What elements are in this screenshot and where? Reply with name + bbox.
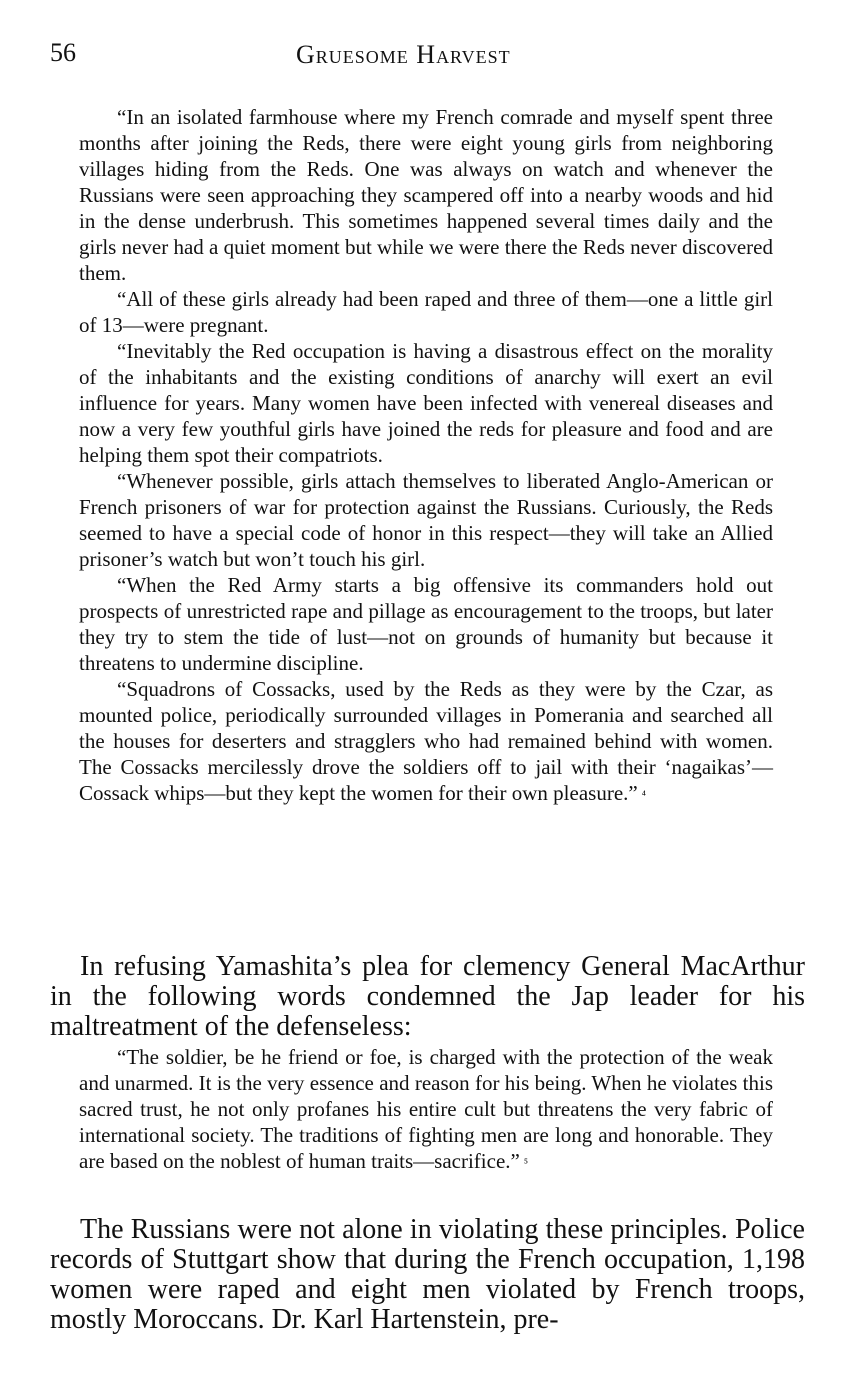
quote-paragraph bbox=[79, 1044, 773, 1176]
note-marker: ⁵ bbox=[523, 1156, 529, 1171]
quote-paragraph: “When the Red Army starts a big offensive its commanders hold out prospects of unrestricted rape and pillage as encouragement to the troops, but later they try to stem the tide of lust—not on grounds of humanity but because it threatens to undermine discipline. bbox=[79, 573, 773, 675]
note-marker: ⁴ bbox=[641, 788, 646, 803]
quote-paragraph-last bbox=[79, 676, 773, 808]
quote-paragraph: “In an isolated farmhouse where my French comrade and myself spent three months after joining the Reds, there were eight young girls from neighboring villages hiding from the Reds. One was always on watch and whenever the Russians were seen approaching they scampered off into a nearby woods and hid in the dense underbrush. This sometimes happened several times daily and the girls never had a quiet moment but while we were there the Reds never discovered them. bbox=[79, 105, 773, 285]
body-paragraph-macarthur: In refusing Yamashita’s plea for clemency General MacArthur in the following words condemned the Jap leader for his maltreatment of the defenseless: bbox=[50, 951, 805, 1042]
running-title: Gruesome Harvest bbox=[296, 40, 511, 69]
block-quote-macarthur bbox=[79, 1044, 773, 1176]
page-number: 56 bbox=[50, 38, 76, 67]
body-paragraph-stuttgart: The Russians were not alone in violating these principles. Police records of Stuttgart show that during the French occupation, 1,198 women were raped and eight men violated by French troops, mostly Moroccans. Dr. Karl Hartenstein, pre- bbox=[50, 1214, 805, 1335]
quote-paragraph: “Inevitably the Red occupation is having a disastrous effect on the morality of the inhabitants and the existing conditions of anarchy will exert an evil influence for years. Many women have been infected with venereal diseases and now a very few youthful girls have joined the reds for pleasure and food and are helping them spot their compatriots. bbox=[79, 339, 773, 467]
quote-paragraph: “All of these girls already had been raped and three of them—one a little girl of 13—were pregnant. bbox=[79, 287, 773, 337]
quote-paragraph: “Whenever possible, girls attach themselves to liberated Anglo-American or French prisoners of war for protection against the Russians. Curiously, the Reds seemed to have a special code of honor in this respect—they will take an Allied prisoner’s watch but won’t touch his girl. bbox=[79, 469, 773, 571]
block-quote-witness-account bbox=[79, 104, 773, 808]
quote-paragraph-text: “Squadrons of Cossacks, used by the Reds as they were by the Czar, as mounted police, periodically surrounded villages in Pomerania and searched all the houses for deserters and stragglers who had remained behind with women. The Cossacks mercilessly drove the soldiers off to jail with their ‘nagaikas’—Cossack whips—but they kept the women for their own pleasure.” bbox=[79, 677, 773, 805]
quote-text: “The soldier, be he friend or foe, is charged with the protection of the weak and unarmed. It is the very essence and reason for his being. When he violates this sacred trust, he not only profanes his entire cult but threatens the very fabric of international society. The traditions of fighting men are long and honorable. They are based on the noblest of human traits—sacrifice.” bbox=[79, 1045, 773, 1173]
